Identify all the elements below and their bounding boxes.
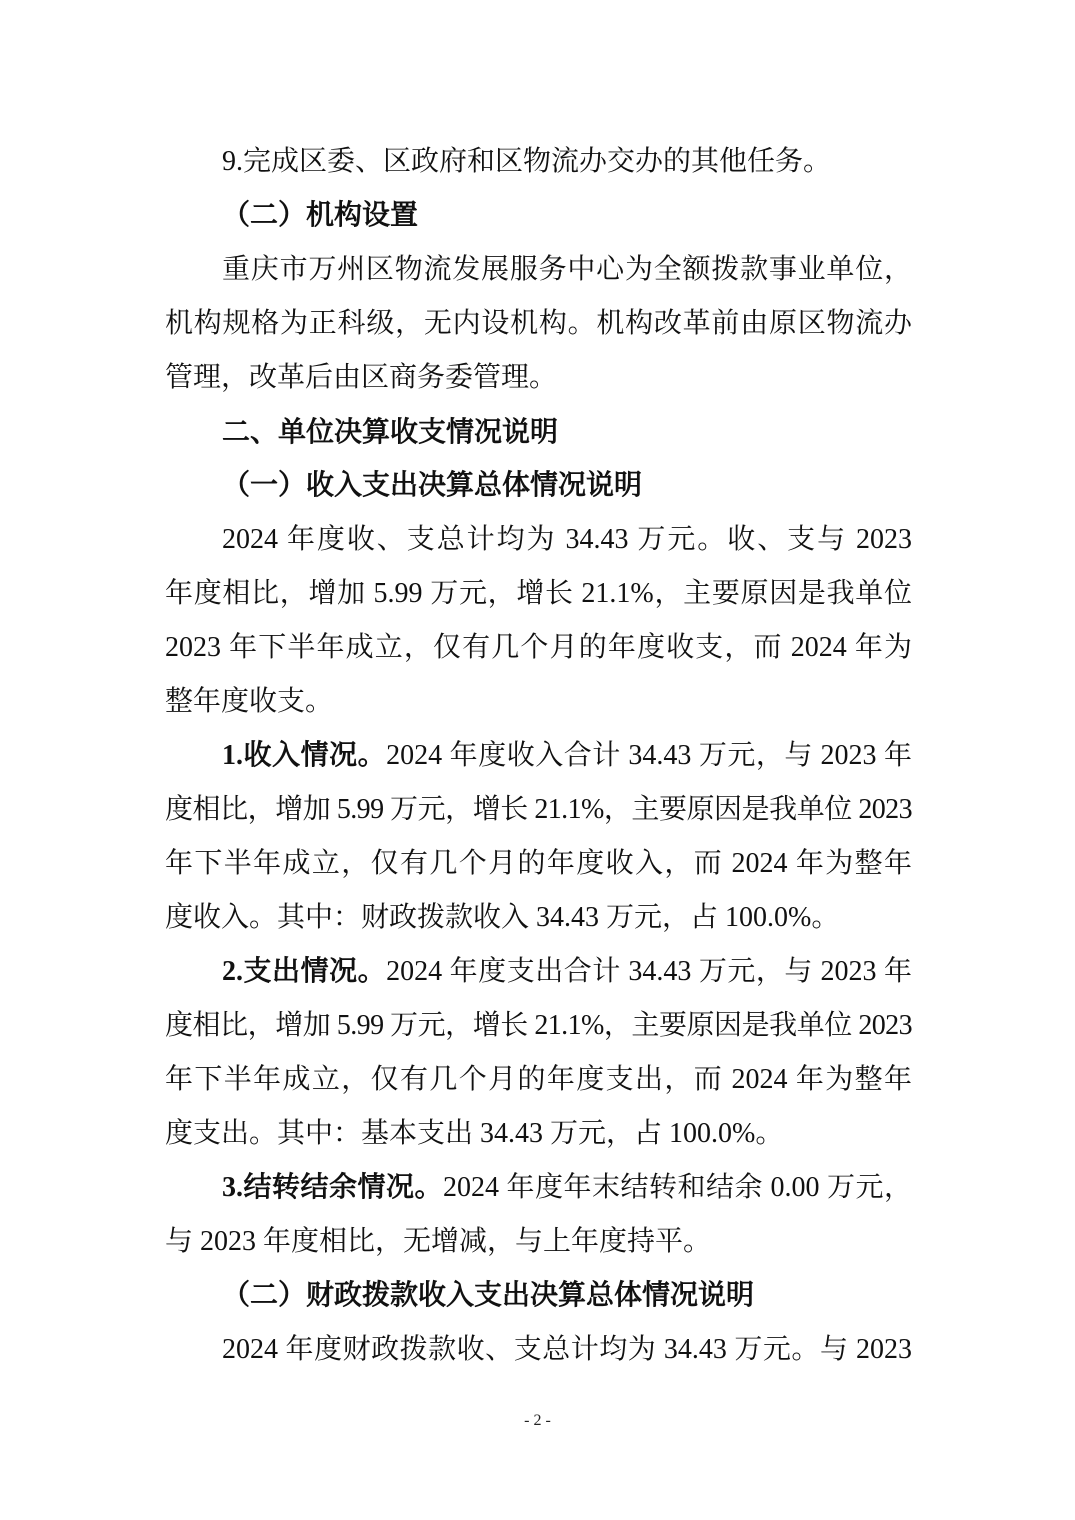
paragraph-line [222, 243, 912, 297]
line-text: 年下半年成立，仅有几个月的年度支出，而 2024 年为整年 [165, 1064, 912, 1095]
paragraph-line [222, 1161, 912, 1215]
line-text: 2024 年度收、支总计均为 34.43 万元。收、支与 2023 [222, 524, 912, 555]
paragraph-line [165, 1107, 912, 1161]
item-lead: 1.收入情况。 [222, 740, 387, 771]
heading-text: （二）机构设置 [222, 200, 419, 231]
body-text [0, 135, 1075, 1377]
section-heading [222, 405, 912, 459]
subsection-heading [222, 1269, 912, 1323]
item-lead: 2.支出情况。 [222, 956, 387, 987]
line-text: 2023 年下半年成立，仅有几个月的年度收支，而 2024 年为 [165, 632, 912, 663]
item-lead: 3.结转结余情况。 [222, 1172, 443, 1203]
line-text: 2024 年度支出合计 34.43 万元，与 2023 年 [386, 956, 912, 987]
paragraph-line [165, 891, 912, 945]
line-text: 机构规格为正科级，无内设机构。机构改革前由原区物流办 [165, 308, 912, 339]
paragraph-line [165, 567, 912, 621]
paragraph-line [165, 1053, 912, 1107]
paragraph-line [222, 135, 912, 189]
heading-text: 二、单位决算收支情况说明 [222, 416, 559, 447]
line-text: 度收入。其中：财政拨款收入 34.43 万元，占 100.0%。 [165, 902, 840, 933]
paragraph-line [165, 999, 912, 1053]
heading-text: （二）财政拨款收入支出决算总体情况说明 [222, 1280, 755, 1311]
line-text: 重庆市万州区物流发展服务中心为全额拨款事业单位， [222, 254, 912, 285]
heading-text: （一）收入支出决算总体情况说明 [222, 470, 643, 501]
paragraph-line [222, 945, 912, 999]
line-text: 2024 年度财政拨款收、支总计均为 34.43 万元。与 2023 [222, 1334, 912, 1365]
line-text: 整年度收支。 [165, 686, 334, 717]
paragraph-line [165, 837, 912, 891]
line-text: 年下半年成立，仅有几个月的年度收入，而 2024 年为整年 [165, 848, 912, 879]
line-text: 年度相比，增加 5.99 万元，增长 21.1%，主要原因是我单位 [165, 578, 912, 609]
line-text: 2024 年度年末结转和结余 0.00 万元， [443, 1172, 912, 1203]
subsection-heading [222, 189, 912, 243]
paragraph-line [165, 675, 912, 729]
subsection-heading [222, 459, 912, 513]
line-text: 2024 年度收入合计 34.43 万元，与 2023 年 [386, 740, 912, 771]
paragraph-line [222, 513, 912, 567]
line-text: 与 2023 年度相比，无增减，与上年度持平。 [165, 1226, 712, 1257]
paragraph-line [165, 297, 912, 351]
paragraph-line [165, 351, 912, 405]
paragraph-line [165, 1215, 912, 1269]
paragraph-line [222, 1323, 912, 1377]
paragraph-line [165, 621, 912, 675]
paragraph-line [165, 783, 912, 837]
paragraph-line [222, 729, 912, 783]
line-text: 9.完成区委、区政府和区物流办交办的其他任务。 [222, 146, 832, 177]
line-text: 管理，改革后由区商务委管理。 [165, 362, 558, 393]
page-number: - 2 - [524, 1412, 551, 1429]
line-text: 度相比，增加 5.99 万元，增长 21.1%，主要原因是我单位 2023 [165, 1010, 912, 1041]
line-text: 度支出。其中：基本支出 34.43 万元，占 100.0%。 [165, 1118, 784, 1149]
line-text: 度相比，增加 5.99 万元，增长 21.1%，主要原因是我单位 2023 [165, 794, 912, 825]
